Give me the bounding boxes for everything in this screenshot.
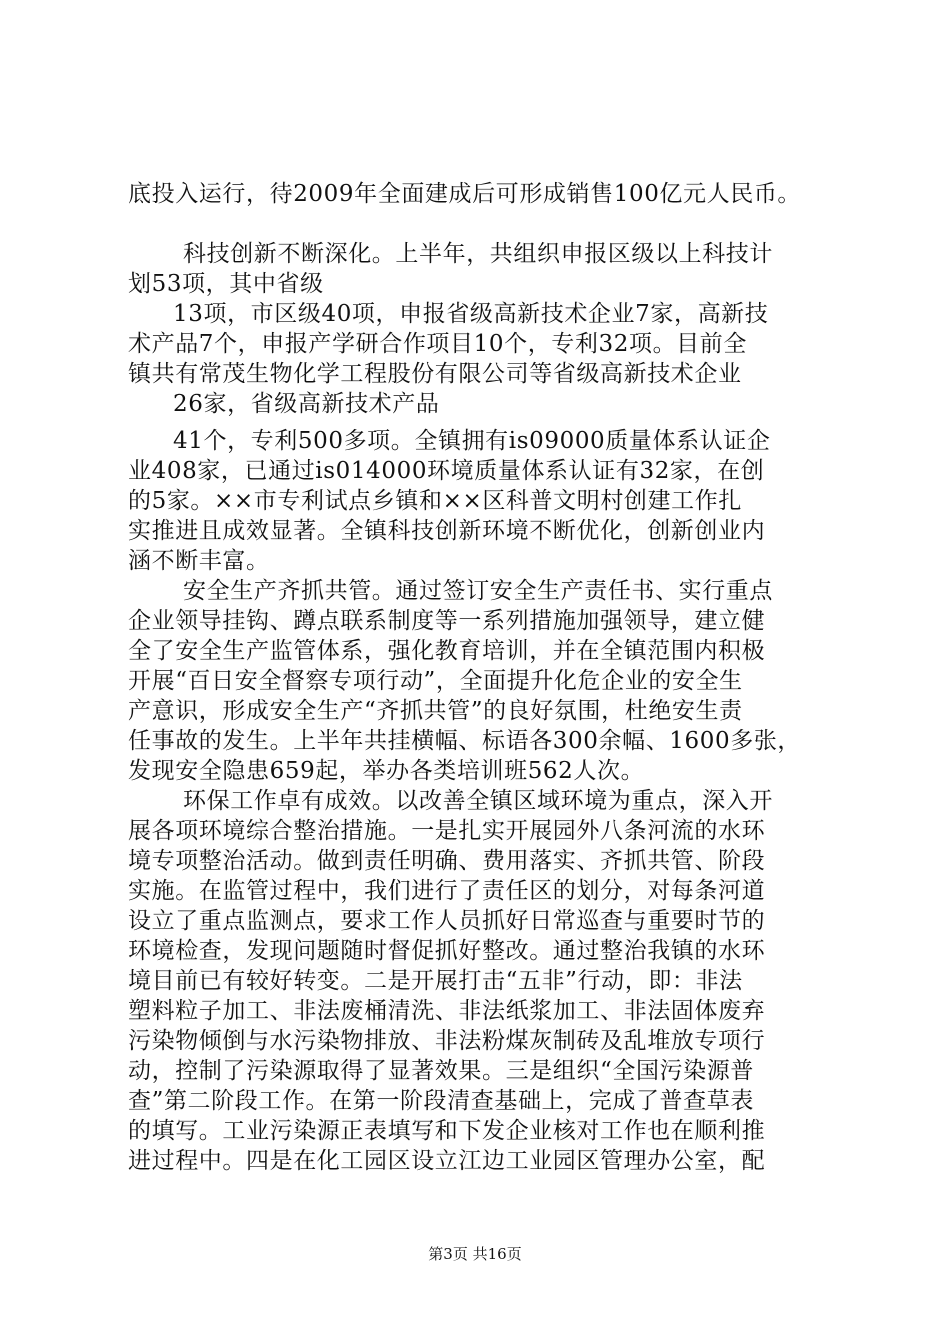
text-line: 环境检查，发现问题随时督促抓好整改。通过整治我镇的水环: [128, 938, 766, 964]
text-line: 41个，专利500多项。全镇拥有is09000质量体系认证企: [173, 428, 771, 454]
text-line: 开展“百日安全督察专项行动”，全面提升化危企业的安全生: [128, 668, 743, 694]
text-line: 26家，省级高新技术产品: [173, 391, 440, 417]
text-line: 底投入运行，待2009年全面建成后可形成销售100亿元人民币。: [128, 181, 802, 207]
text-line: 的填写。工业污染源正表填写和下发企业核对工作也在顺利推: [128, 1118, 766, 1144]
text-line: 任事故的发生。上半年共挂横幅、标语各300余幅、1600多张，: [128, 728, 802, 754]
text-line: 动，控制了污染源取得了显著效果。三是组织“全国污染源普: [128, 1058, 754, 1084]
page-number-footer: 第3页 共16页: [428, 1245, 522, 1263]
paragraph-start-line: 安全生产齐抓共管。通过签订安全生产责任书、实行重点: [183, 578, 773, 604]
text-line: 实推进且成效显著。全镇科技创新环境不断优化，创新创业内: [128, 518, 766, 544]
text-line: 镇共有常茂生物化学工程股份有限公司等省级高新技术企业: [128, 361, 742, 387]
paragraph-start-line: 科技创新不断深化。上半年，共组织申报区级以上科技计: [183, 241, 773, 267]
text-line: 产意识，形成安全生产“齐抓共管”的良好氛围，杜绝安生责: [128, 698, 743, 724]
text-line: 设立了重点监测点，要求工作人员抓好日常巡查与重要时节的: [128, 908, 766, 934]
text-line: 13项，市区级40项，申报省级高新技术企业7家，高新技: [173, 301, 769, 327]
text-line: 划53项，其中省级: [128, 271, 324, 297]
text-line: 的5家。××市专利试点乡镇和××区科普文明村创建工作扎: [128, 488, 742, 514]
text-line: 查”第二阶段工作。在第一阶段清查基础上，完成了普查草表: [128, 1088, 754, 1114]
text-line: 术产品7个，申报产学研合作项目10个，专利32项。目前全: [128, 331, 747, 357]
text-line: 发现安全隐患659起，举办各类培训班562人次。: [128, 758, 645, 784]
paragraph-start-line: 环保工作卓有成效。以改善全镇区域环境为重点，深入开: [183, 788, 773, 814]
text-line: 企业领导挂钩、蹲点联系制度等一系列措施加强领导，建立健: [128, 608, 766, 634]
text-line: 业408家，已通过is014000环境质量体系认证有32家，在创: [128, 458, 765, 484]
text-line: 境目前已有较好转变。二是开展打击“五非”行动，即：非法: [128, 968, 743, 994]
text-line: 实施。在监管过程中，我们进行了责任区的划分，对每条河道: [128, 878, 766, 904]
text-line: 污染物倾倒与水污染物排放、非法粉煤灰制砖及乱堆放专项行: [128, 1028, 766, 1054]
text-line: 境专项整治活动。做到责任明确、费用落实、齐抓共管、阶段: [128, 848, 766, 874]
text-line: 展各项环境综合整治措施。一是扎实开展园外八条河流的水环: [128, 818, 766, 844]
text-line: 全了安全生产监管体系，强化教育培训，并在全镇范围内积极: [128, 638, 766, 664]
text-line: 塑料粒子加工、非法废桶清洗、非法纸浆加工、非法固体废弃: [128, 998, 766, 1024]
text-line: 涵不断丰富。: [128, 548, 270, 574]
text-line: 进过程中。四是在化工园区设立江边工业园区管理办公室，配: [128, 1148, 766, 1174]
